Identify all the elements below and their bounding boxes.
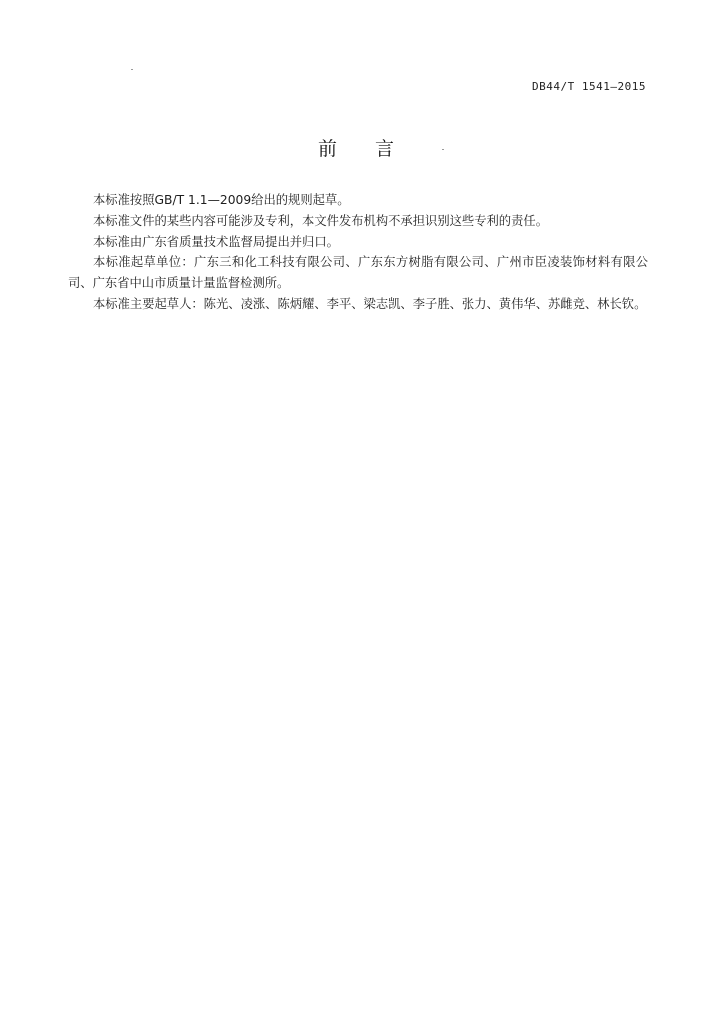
paragraph-drafters: 本标准主要起草人：陈光、凌涨、陈炳耀、李平、梁志凯、李子胜、张力、黄伟华、苏雌竞、林长钦。 <box>93 296 647 311</box>
document-code: DB44/T 1541—2015 <box>532 80 646 93</box>
paragraph-drafting-units: 本标准起草单位：广东三和化工科技有限公司、广东东方树脂有限公司、广州市臣凌装饰材料有限公司、广东省中山市质量计量监督检测所。 <box>68 255 648 291</box>
page-title: 前言 <box>317 138 432 160</box>
scan-speck <box>131 69 133 70</box>
paragraph-proposer: 本标准由广东省质量技术监督局提出并归口。 <box>93 234 339 249</box>
paragraph-drafting-rules: 本标准按照GB/T 1.1—2009给出的规则起草。 <box>93 193 350 207</box>
preface-body <box>68 190 648 315</box>
paragraph-patent-notice: 本标准文件的某些内容可能涉及专利，本文件发布机构不承担识别这些专利的责任。 <box>93 213 548 228</box>
